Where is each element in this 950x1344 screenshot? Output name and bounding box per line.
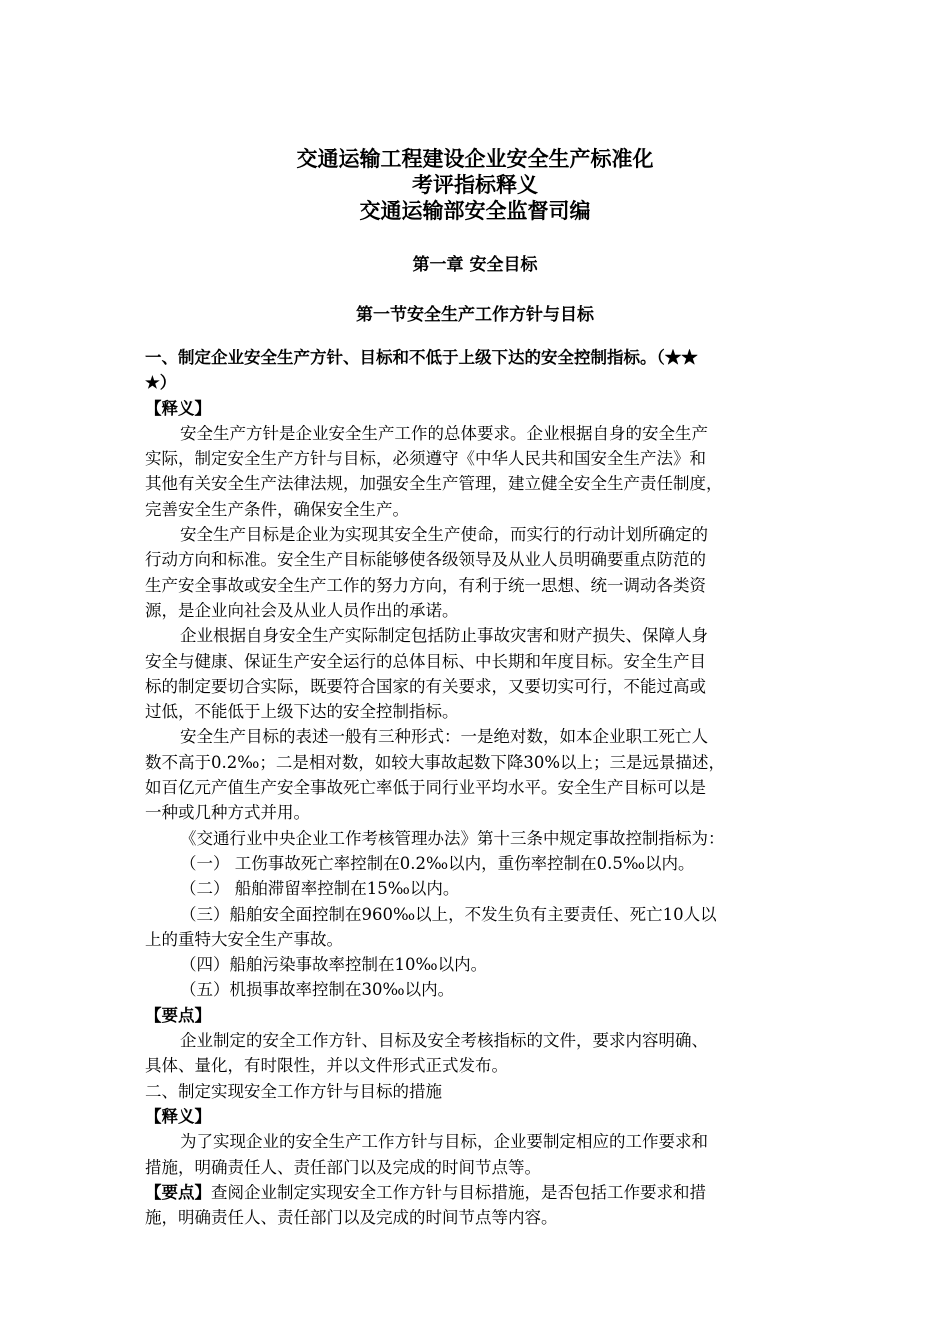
paragraph-line: 标的制定要切合实际，既要符合国家的有关要求，又要切实可行，不能过高或 — [145, 676, 706, 696]
section-heading: 第一节安全生产工作方针与目标 — [356, 305, 594, 325]
document-title: 交通运输工程建设企业安全生产标准化 — [296, 146, 654, 171]
list-item-cont: 上的重特大安全生产事故。 — [145, 929, 343, 949]
item-heading: 二、制定实现安全工作方针与目标的措施 — [145, 1081, 442, 1101]
paragraph-line: 安全与健康、保证生产安全运行的总体目标、中长期和年度目标。安全生产目 — [145, 651, 706, 671]
paragraph-line: 措施，明确责任人、责任部门以及完成的时间节点等。 — [145, 1157, 541, 1177]
paragraph-line: 实际，制定安全生产方针与目标，必须遵守《中华人民共和国安全生产法》和 — [145, 449, 706, 469]
paragraph-line: 如百亿元产值生产安全事故死亡率低于同行业平均水平。安全生产目标可以是 — [145, 778, 706, 798]
paragraph-line: 《交通行业中央企业工作考核管理办法》第十三条中规定事故控制指标为： — [180, 828, 725, 848]
label-key-points: 【要点】 — [145, 1182, 211, 1202]
paragraph-line: 为了实现企业的安全生产工作方针与目标，企业要制定相应的工作要求和 — [180, 1132, 708, 1152]
paragraph-line: 数不高于0.2‰；二是相对数，如较大事故起数下降30%以上；三是远景描述， — [145, 752, 726, 772]
document-body — [145, 345, 815, 1230]
document-title-block — [0, 146, 950, 224]
paragraph-line: 企业制定的安全工作方针、目标及安全考核指标的文件，要求内容明确、 — [180, 1031, 708, 1051]
list-item: （二） 船舶滞留率控制在15‰以内。 — [180, 879, 460, 899]
paragraph-line: 施，明确责任人、责任部门以及完成的时间节点等内容。 — [145, 1208, 558, 1228]
paragraph-line: 安全生产目标是企业为实现其安全生产使命，而实行的行动计划所确定的 — [180, 525, 708, 545]
item-heading: 一、制定企业安全生产方针、目标和不低于上级下达的安全控制指标。（★★ — [145, 348, 698, 367]
paragraph-line: 源，是企业向社会及从业人员作出的承诺。 — [145, 600, 459, 620]
item-heading-cont: ★） — [145, 373, 177, 393]
paragraph-line: 完善安全生产条件，确保安全生产。 — [145, 499, 409, 519]
label-key-points: 【要点】 — [145, 1005, 211, 1025]
paragraph-line: 安全生产目标的表述一般有三种形式：一是绝对数，如本企业职工死亡人 — [180, 727, 708, 747]
label-explanation: 【释义】 — [145, 1106, 211, 1126]
paragraph-line: 企业根据自身安全生产实际制定包括防止事故灾害和财产损失、保障人身 — [180, 626, 708, 646]
paragraph-line: 安全生产方针是企业安全生产工作的总体要求。企业根据自身的安全生产 — [180, 423, 708, 443]
paragraph-line: 其他有关安全生产法律法规，加强安全生产管理，建立健全安全生产责任制度， — [145, 474, 723, 494]
label-explanation: 【释义】 — [145, 398, 211, 418]
paragraph-line: 生产安全事故或安全生产工作的努力方向，有利于统一思想、统一调动各类资 — [145, 575, 706, 595]
list-item: （五）机损事故率控制在30‰以内。 — [180, 980, 455, 1000]
chapter-heading: 第一章 安全目标 — [412, 255, 538, 275]
list-item: （四）船舶污染事故率控制在10‰以内。 — [180, 955, 488, 975]
paragraph-line: 过低，不能低于上级下达的安全控制指标。 — [145, 702, 459, 722]
paragraph-line: 一种或几种方式并用。 — [145, 803, 310, 823]
paragraph-line: 查阅企业制定实现安全工作方针与目标措施，是否包括工作要求和措 — [211, 1182, 706, 1202]
paragraph-line: 具体、量化，有时限性，并以文件形式正式发布。 — [145, 1056, 508, 1076]
document-editor: 交通运输部安全监督司编 — [359, 198, 591, 223]
list-item: （一） 工伤事故死亡率控制在0.2‰以内，重伤率控制在0.5‰以内。 — [180, 853, 695, 873]
list-item: （三）船舶安全面控制在960‰以上，不发生负有主要责任、死亡10人以 — [180, 904, 717, 924]
paragraph-line: 行动方向和标准。安全生产目标能够使各级领导及从业人员明确要重点防范的 — [145, 550, 706, 570]
document-subtitle: 考评指标释义 — [412, 172, 538, 197]
